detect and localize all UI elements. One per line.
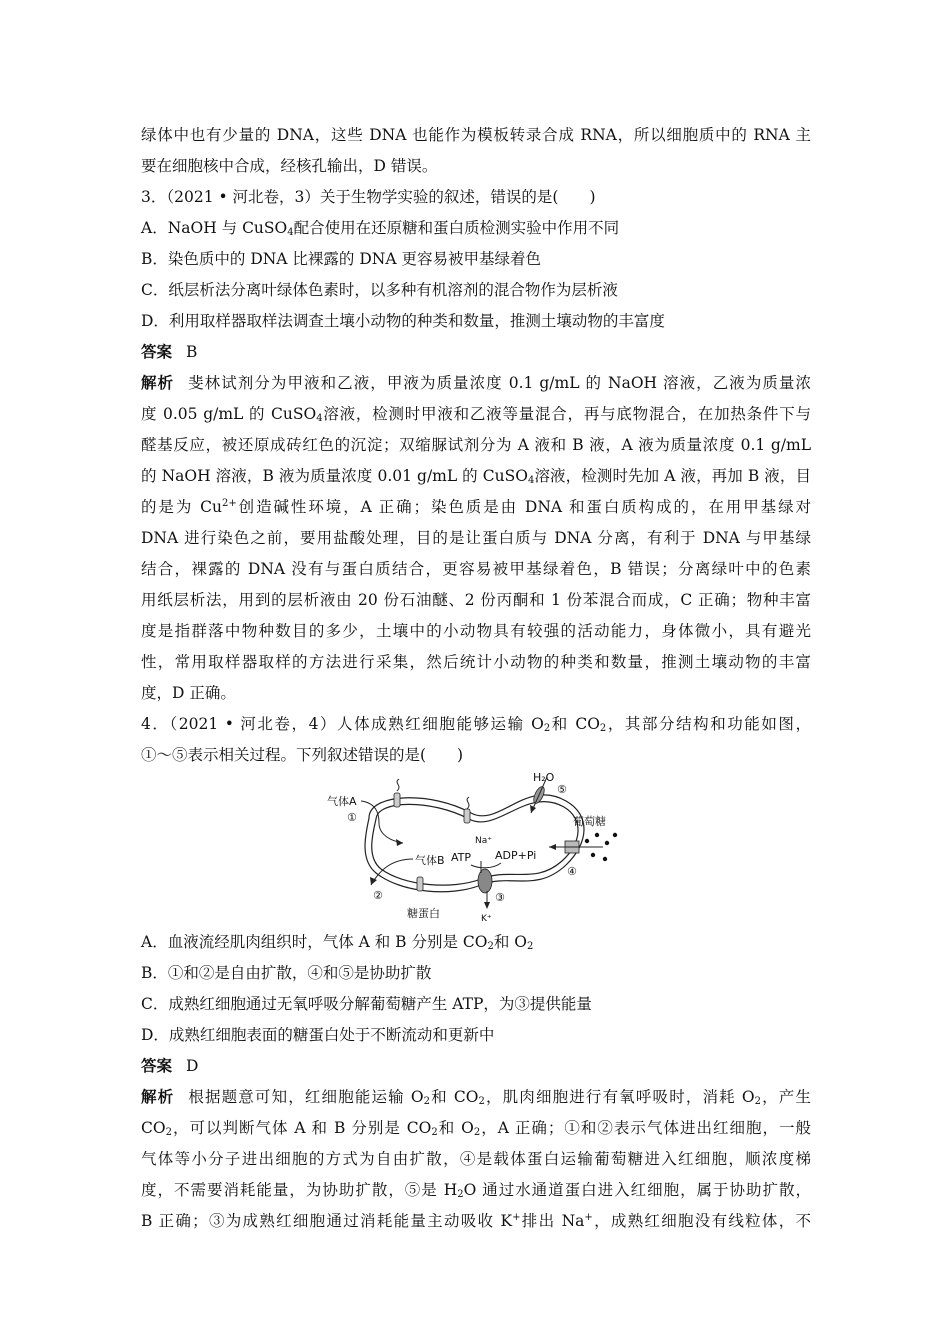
water-arrowhead (530, 805, 536, 813)
glucose-arrowhead (549, 844, 556, 850)
membrane-protein-3 (417, 877, 423, 891)
q3-analysis-line-5: 的是为 $Cu^{2+}$创造碱性环境，A 正确；染色质是由 DNA 和蛋白质构成的，在用甲基绿对 (141, 498, 811, 516)
label-gas-a: 气体A (327, 795, 357, 808)
gas-a-arrowhead (396, 839, 403, 846)
label-glucose: 葡萄糖 (573, 815, 606, 828)
q3-analysis-line-1: 解析 斐林试剂分为甲液和乙液，甲液为质量浓度 0.1 g/mL 的 NaOH 溶液，乙液为质量浓 (141, 374, 811, 392)
q3-analysis-line-3: 醛基反应，被还原成砖红色的沉淀；双缩脲试剂分为 A 液和 B 液，A 液为质量浓度 0.1 g/mL (141, 436, 811, 454)
q3-option-d: D．利用取样器取样法调查土壤小动物的种类和数量，推测土壤动物的丰富度 (141, 312, 665, 330)
sodium-potassium-pump (478, 869, 492, 893)
answer-label: 答案 (141, 343, 173, 361)
q4-analysis-line-2: $CO_2$，可以判断气体 A 和 B 分别是 $CO_2$和 $O_2$，A 正确；①和②表示气体进出红细胞，一般 (141, 1119, 811, 1138)
label-na: Na⁺ (475, 836, 492, 846)
label-k: K⁺ (481, 914, 492, 924)
q4-option-d: D．成熟红细胞表面的糖蛋白处于不断流动和更新中 (141, 1026, 495, 1044)
label-glycoprotein: 糖蛋白 (407, 907, 440, 920)
q3-analysis-line-2: 度 0.05 g/mL 的 CuSO$_4$溶液，检测时甲液和乙液等量混合，再与底物混合，在加热条件下与 (141, 405, 811, 424)
q4-analysis-line-1: 解析 根据题意可知，红细胞能运输 $O_2$和 $CO_2$，肌肉细胞进行有氧呼吸时，消耗 $O_2$，产生 (141, 1088, 811, 1107)
q3-stem: 3．（2021 • 河北卷，3）关于生物学实验的叙述，错误的是( ) (141, 188, 596, 206)
q3-option-c: C．纸层析法分离叶绿体色素时，以多种有机溶剂的混合物作为层析液 (141, 281, 618, 299)
q4-option-c: C．成熟红细胞通过无氧呼吸分解葡萄糖产生 ATP，为③提供能量 (141, 995, 592, 1013)
membrane-protein-2 (464, 797, 470, 823)
atp-arrow (471, 863, 501, 868)
q4-stem-line-1: 4．（2021 • 河北卷，4）人体成熟红细胞能够运输 $O_2$和 $CO_2$，其部分结构和功能如图， (141, 715, 811, 734)
intro-line-1: 绿体中也有少量的 DNA，这些 DNA 也能作为模板转录合成 RNA，所以细胞质中的 RNA 主 (141, 126, 811, 144)
membrane-protein-1 (394, 779, 400, 807)
q3-analysis-line-6: DNA 进行染色之前，要用盐酸处理，目的是让蛋白质与 DNA 分离，有利于 DNA 与甲基绿 (141, 529, 812, 547)
q4-analysis-line-4: 度，不需要消耗能量，为协助扩散，⑤是 $H_2O$ 通过水通道蛋白进入红细胞，属于协助扩散， (141, 1181, 811, 1200)
q3-analysis-line-11: 度，D 正确。 (141, 684, 236, 702)
label-n3: ③ (495, 891, 505, 904)
label-gas-b: 气体B (415, 854, 445, 867)
document-page (141, 120, 811, 1237)
q4-option-a: A．血液流经肌肉组织时，气体 A 和 B 分别是 $CO_2$和 $O_2$ (141, 933, 534, 952)
q3-analysis-line-8: 用纸层析法，用到的层析液由 20 份石油醚、2 份丙酮和 1 份苯混合而成，C 正确；物种丰富 (141, 591, 811, 609)
q4-stem-line-2: ①～⑤表示相关过程。下列叙述错误的是( ) (141, 746, 464, 764)
label-n5: ⑤ (557, 783, 567, 796)
label-n4: ④ (567, 865, 577, 878)
intro-line-2: 要在细胞核中合成，经核孔输出，D 错误。 (141, 157, 438, 175)
analysis-label: 解析 (141, 374, 175, 392)
label-n1: ① (347, 811, 357, 824)
q3-analysis-line-9: 度是指群落中物种数目的多少，土壤中的小动物具有较强的活动能力，身体微小，具有避光 (141, 622, 811, 640)
red-blood-cell-diagram (141, 771, 811, 927)
q3-answer: 答案 B (141, 343, 198, 361)
answer-label: 答案 (141, 1057, 173, 1075)
label-h2o: H₂O (533, 773, 555, 784)
q3-option-b: B．染色质中的 DNA 比裸露的 DNA 更容易被甲基绿着色 (141, 250, 541, 268)
potassium-arrowhead (484, 902, 490, 909)
label-adp: ADP+Pi (495, 849, 537, 862)
label-n2: ② (373, 889, 383, 902)
q4-analysis-line-3: 气体等小分子进出细胞的方式为自由扩散，④是载体蛋白运输葡萄糖进入红细胞，顺浓度梯 (141, 1150, 811, 1168)
q3-analysis-line-7: 结合，裸露的 DNA 没有与蛋白质结合，更容易被甲基绿着色，B 错误；分离绿叶中的色素 (141, 560, 811, 578)
cell-membrane-figure (321, 773, 621, 925)
label-atp: ATP (451, 851, 472, 864)
analysis-label: 解析 (141, 1088, 175, 1106)
q3-analysis-line-4: 的 NaOH 溶液，B 液为质量浓度 0.01 g/mL 的 CuSO$_4$溶液，检测时先加 A 液，再加 B 液，目 (141, 467, 811, 486)
q4-option-b: B．①和②是自由扩散，④和⑤是协助扩散 (141, 964, 432, 982)
q4-analysis-line-5: B 正确；③为成熟红细胞通过消耗能量主动吸收 K+排出 Na+，成熟红细胞没有线粒体，不 (141, 1212, 811, 1230)
q4-answer: 答案 D (141, 1057, 199, 1075)
q3-option-a: A．NaOH 与 CuSO$_4$配合使用在还原糖和蛋白质检测实验中作用不同 (141, 219, 620, 238)
q3-analysis-line-10: 性，常用取样器取样的方法进行采集，然后统计小动物的种类和数量，推测土壤动物的丰富 (141, 653, 811, 671)
